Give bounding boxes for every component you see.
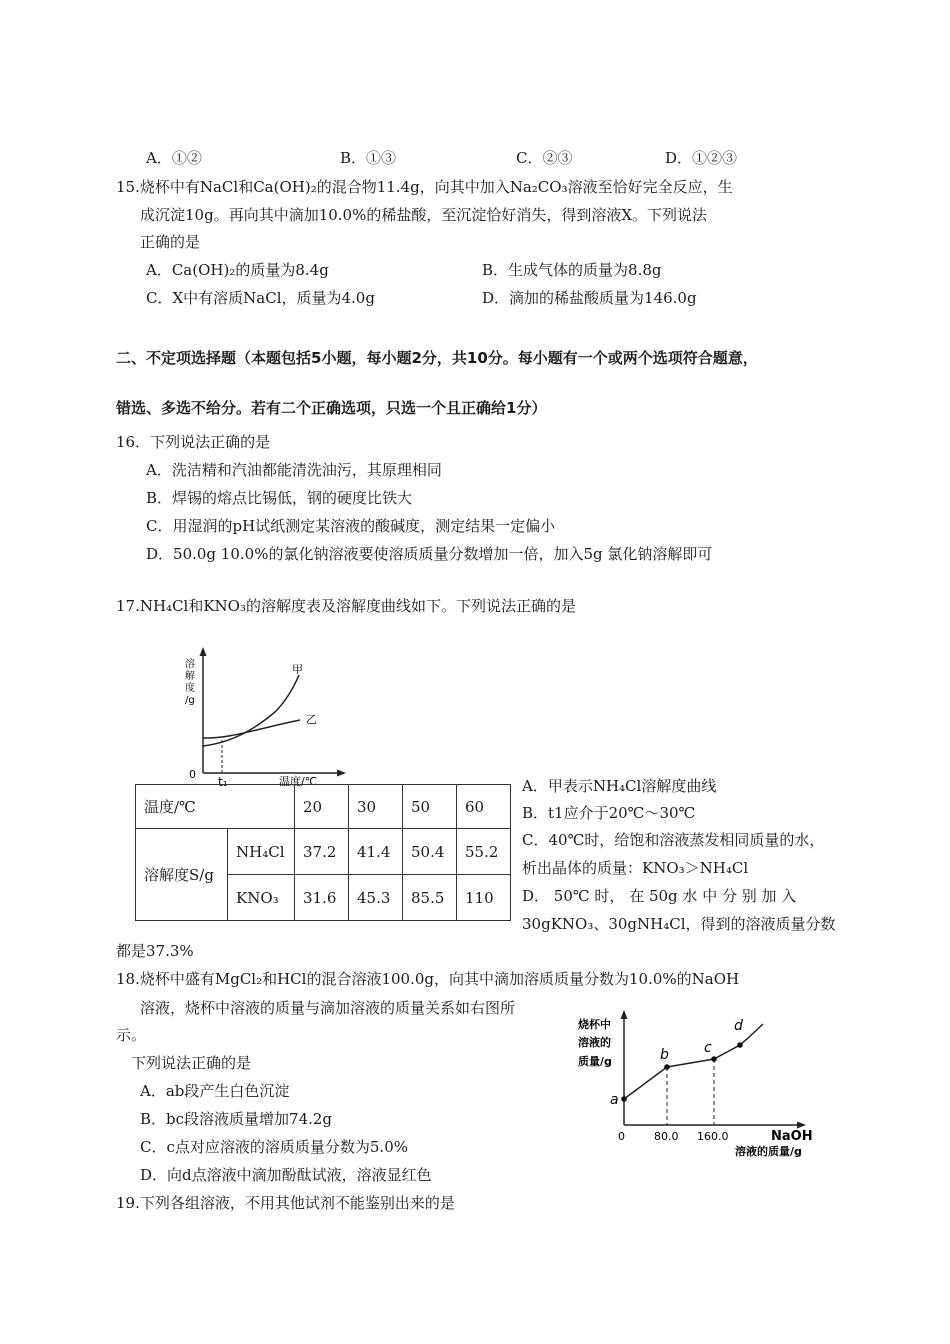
graph-y-label-1: 烧杯中 xyxy=(578,1018,611,1031)
q18-option-b: B．bc段溶液质量增加74.2g xyxy=(140,1110,333,1128)
q18-option-d: D．向d点溶液中滴加酚酞试液，溶液显红色 xyxy=(140,1166,432,1184)
graph-t1-label: t₁ xyxy=(218,775,228,789)
q17-option-c-line-1: C．40℃时，给饱和溶液蒸发相同质量的水， xyxy=(522,831,825,849)
point-a-label: a xyxy=(610,1092,619,1108)
q16-option-c: C．用湿润的pH试纸测定某溶液的酸碱度，测定结果一定偏小 xyxy=(146,517,556,535)
graph-y-label-3: 质量/g xyxy=(578,1055,612,1068)
graph-x-label-1: NaOH xyxy=(771,1129,813,1144)
table-nh4cl-cell: 41.4 xyxy=(349,829,403,875)
point-d-label: d xyxy=(734,1018,743,1034)
table-kno3-label: KNO₃ xyxy=(228,875,295,921)
graph-y-label-1: 溶 xyxy=(185,659,195,670)
q15-stem-line-1: 15.烧杯中有NaCl和Ca(OH)₂的混合物11.4g，向其中加入Na₂CO₃溶液至恰好完全反应，生 xyxy=(116,178,733,196)
q15-option-a: A．Ca(OH)₂的质量为8.4g xyxy=(146,261,329,279)
graph-x-label-2: 溶液的质量/g xyxy=(735,1145,802,1158)
q17-solubility-graph xyxy=(175,645,350,790)
table-temp-cell: 50 xyxy=(403,785,457,829)
point-d-marker xyxy=(737,1042,743,1048)
point-b-marker xyxy=(664,1064,670,1070)
table-temp-cell: 30 xyxy=(349,785,403,829)
table-nh4cl-label: NH₄Cl xyxy=(228,829,295,875)
table-nh4cl-cell: 50.4 xyxy=(403,829,457,875)
curve-yi-label: 乙 xyxy=(306,713,317,726)
point-c-label: c xyxy=(704,1040,712,1056)
section-2-heading-line-2: 错选、多选不给分。若有二个正确选项，只选一个且正确给1分） xyxy=(116,399,547,417)
table-row-label: 溶解度S/g xyxy=(136,829,228,921)
point-c-marker xyxy=(711,1056,717,1062)
q17-option-d-line-2: 30gKNO₃、30gNH₄Cl，得到的溶液质量分数 xyxy=(522,915,836,933)
q18-stem-line-1: 18.烧杯中盛有MgCl₂和HCl的混合溶液100.0g，向其中滴加溶质质量分数为10.0%的NaOH xyxy=(116,970,740,988)
graph-x-tick-80: 80.0 xyxy=(654,1130,679,1143)
graph-x-arrow xyxy=(337,770,346,777)
q17-option-a: A．甲表示NH₄Cl溶解度曲线 xyxy=(522,777,717,795)
q19-stem: 19.下列各组溶液，不用其他试剂不能鉴别出来的是 xyxy=(116,1194,455,1212)
q18-stem-line-3: 示。 xyxy=(116,1026,147,1044)
q16-option-b: B．焊锡的熔点比锡低，钢的硬度比铁大 xyxy=(146,489,413,507)
graph-origin-label: 0 xyxy=(618,1130,625,1143)
graph-x-arrow xyxy=(797,1122,806,1129)
graph-y-label-2: 溶液的 xyxy=(578,1036,611,1049)
q14-option-c: C．②③ xyxy=(516,149,573,167)
table-kno3-cell: 45.3 xyxy=(349,875,403,921)
q15-option-c: C．X中有溶质NaCl，质量为4.0g xyxy=(146,289,375,307)
q14-option-d: D．①②③ xyxy=(665,149,738,167)
q18-stem-line-2: 溶液，烧杯中溶液的质量与滴加溶液的质量关系如右图所 xyxy=(140,999,516,1017)
q17-option-d-line-1: D． 50℃ 时， 在 50g 水 中 分 别 加 入 xyxy=(522,887,797,905)
q16-stem: 16．下列说法正确的是 xyxy=(116,433,271,451)
mass-curve xyxy=(624,1024,763,1099)
graph-y-label-2: 解 xyxy=(185,671,195,682)
table-temp-header: 温度/℃ xyxy=(136,785,295,829)
curve-jia-label: 甲 xyxy=(292,663,303,676)
q15-stem-line-3: 正确的是 xyxy=(140,233,201,251)
curve-jia xyxy=(203,675,299,746)
graph-y-arrow xyxy=(200,647,207,656)
table-kno3-cell: 31.6 xyxy=(295,875,349,921)
q18-option-c: C．c点对应溶液的溶质质量分数为5.0% xyxy=(140,1138,408,1156)
q18-stem-line-4: 下列说法正确的是 xyxy=(131,1054,252,1072)
table-temp-cell: 60 xyxy=(457,785,511,829)
point-a-marker xyxy=(621,1096,627,1102)
q17-option-c-line-2: 析出晶体的质量：KNO₃＞NH₄Cl xyxy=(522,859,749,877)
q14-option-a: A．①② xyxy=(146,149,202,167)
q18-option-a: A．ab段产生白色沉淀 xyxy=(140,1082,290,1100)
table-kno3-cell: 85.5 xyxy=(403,875,457,921)
q15-option-d: D．滴加的稀盐酸质量为146.0g xyxy=(482,289,697,307)
table-nh4cl-cell: 37.2 xyxy=(295,829,349,875)
q17-option-d-line-3: 都是37.3% xyxy=(116,942,194,960)
graph-x-label: 温度/℃ xyxy=(279,775,318,788)
table-kno3-cell: 110 xyxy=(457,875,511,921)
q15-option-b: B．生成气体的质量为8.8g xyxy=(482,261,662,279)
table-nh4cl-cell: 55.2 xyxy=(457,829,511,875)
q17-solubility-table xyxy=(135,784,511,921)
q18-mass-graph xyxy=(575,1008,820,1158)
table-temp-cell: 20 xyxy=(295,785,349,829)
q17-stem: 17.NH₄Cl和KNO₃的溶解度表及溶解度曲线如下。下列说法正确的是 xyxy=(116,597,576,615)
graph-y-label-4: /g xyxy=(185,695,195,706)
q14-option-b: B．①③ xyxy=(340,149,397,167)
graph-x-tick-160: 160.0 xyxy=(697,1130,729,1143)
q15-stem-line-2: 成沉淀10g。再向其中滴加10.0%的稀盐酸，至沉淀恰好消失，得到溶液X。下列说法 xyxy=(140,206,708,224)
q16-option-d: D．50.0g 10.0%的氯化钠溶液要使溶质质量分数增加一倍，加入5g 氯化钠溶解即可 xyxy=(146,545,713,563)
graph-origin-label: 0 xyxy=(189,768,196,781)
graph-y-arrow xyxy=(621,1010,628,1019)
q16-option-a: A．洗洁精和汽油都能清洗油污，其原理相同 xyxy=(146,461,442,479)
section-2-heading-line-1: 二、不定项选择题（本题包括5小题，每小题2分，共10分。每小题有一个或两个选项符合题意， xyxy=(116,349,758,367)
graph-y-label-3: 度 xyxy=(185,683,195,694)
q17-option-b: B．t1应介于20℃～30℃ xyxy=(522,804,696,822)
point-b-label: b xyxy=(660,1047,669,1063)
